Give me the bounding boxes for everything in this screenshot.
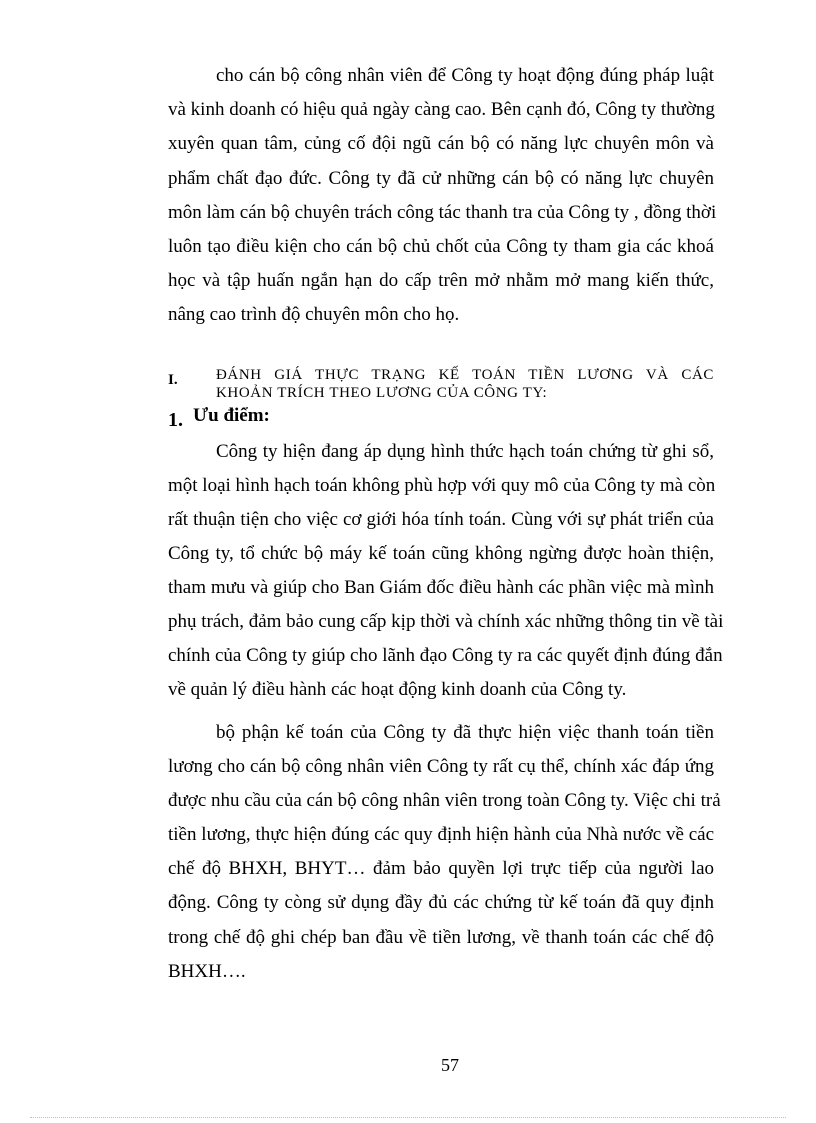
section-title-line: KHOẢN TRÍCH THEO LƯƠNG CỦA CÔNG TY: [216, 385, 548, 401]
text-line: và kinh doanh có hiệu quả ngày càng cao. Bên cạnh đó, Công ty thường [168, 99, 715, 120]
text-line: BHXH…. [168, 961, 246, 982]
subsection-title: Ưu điểm: [193, 405, 270, 426]
text-line: tham mưu và giúp cho Ban Giám đốc điều hành các phần việc mà mình [168, 577, 714, 598]
text-line: Công ty hiện đang áp dụng hình thức hạch toán chứng từ ghi sổ, [216, 441, 714, 462]
text-line: bộ phận kế toán của Công ty đã thực hiện việc thanh toán tiền [216, 722, 714, 743]
text-line: nâng cao trình độ chuyên môn cho họ. [168, 304, 460, 325]
page-bottom-divider [30, 1117, 786, 1118]
text-line: một loại hình hạch toán không phù hợp với quy mô của Công ty mà còn [168, 475, 716, 496]
text-line: tiền lương, thực hiện đúng các quy định hiện hành của Nhà nước về các [168, 824, 714, 845]
text-line: chính của Công ty giúp cho lãnh đạo Công ty ra các quyết định đúng đắn [168, 645, 723, 666]
section-title-line: ĐÁNH GIÁ THỰC TRẠNG KẾ TOÁN TIỀN LƯƠNG VÀ CÁC [216, 367, 714, 383]
text-line: học và tập huấn ngắn hạn do cấp trên mở nhằm mở mang kiến thức, [168, 270, 714, 291]
text-line: cho cán bộ công nhân viên để Công ty hoạt động đúng pháp luật [216, 65, 714, 86]
page-number: 57 [441, 1055, 459, 1075]
text-line: phẩm chất đạo đức. Công ty đã cử những cán bộ có năng lực chuyên [168, 168, 714, 189]
subsection-number: 1. [168, 409, 183, 431]
text-line: được nhu cầu của cán bộ công nhân viên trong toàn Công ty. Việc chi trả [168, 790, 721, 811]
section-number: I. [168, 372, 178, 388]
text-line: lương cho cán bộ công nhân viên Công ty rất cụ thể, chính xác đáp ứng [168, 756, 714, 777]
text-line: chế độ BHXH, BHYT… đảm bảo quyền lợi trực tiếp của người lao [168, 858, 714, 879]
text-line: môn làm cán bộ chuyên trách công tác thanh tra của Công ty , đồng thời [168, 202, 717, 223]
text-line: phụ trách, đảm bảo cung cấp kịp thời và chính xác những thông tin về tài [168, 611, 724, 632]
text-line: luôn tạo điều kiện cho cán bộ chủ chốt của Công ty tham gia các khoá [168, 236, 714, 257]
text-line: rất thuận tiện cho việc cơ giới hóa tính toán. Cùng với sự phát triển của [168, 509, 714, 530]
text-line: trong chế độ ghi chép ban đầu về tiền lương, về thanh toán các chế độ [168, 927, 714, 948]
text-line: về quản lý điều hành các hoạt động kinh doanh của Công ty. [168, 679, 627, 700]
text-line: động. Công ty còng sử dụng đầy đủ các chứng từ kế toán đã quy định [168, 892, 714, 913]
text-line: xuyên quan tâm, củng cố đội ngũ cán bộ có năng lực chuyên môn và [168, 133, 714, 154]
text-line: Công ty, tổ chức bộ máy kế toán cũng không ngừng được hoàn thiện, [168, 543, 714, 564]
